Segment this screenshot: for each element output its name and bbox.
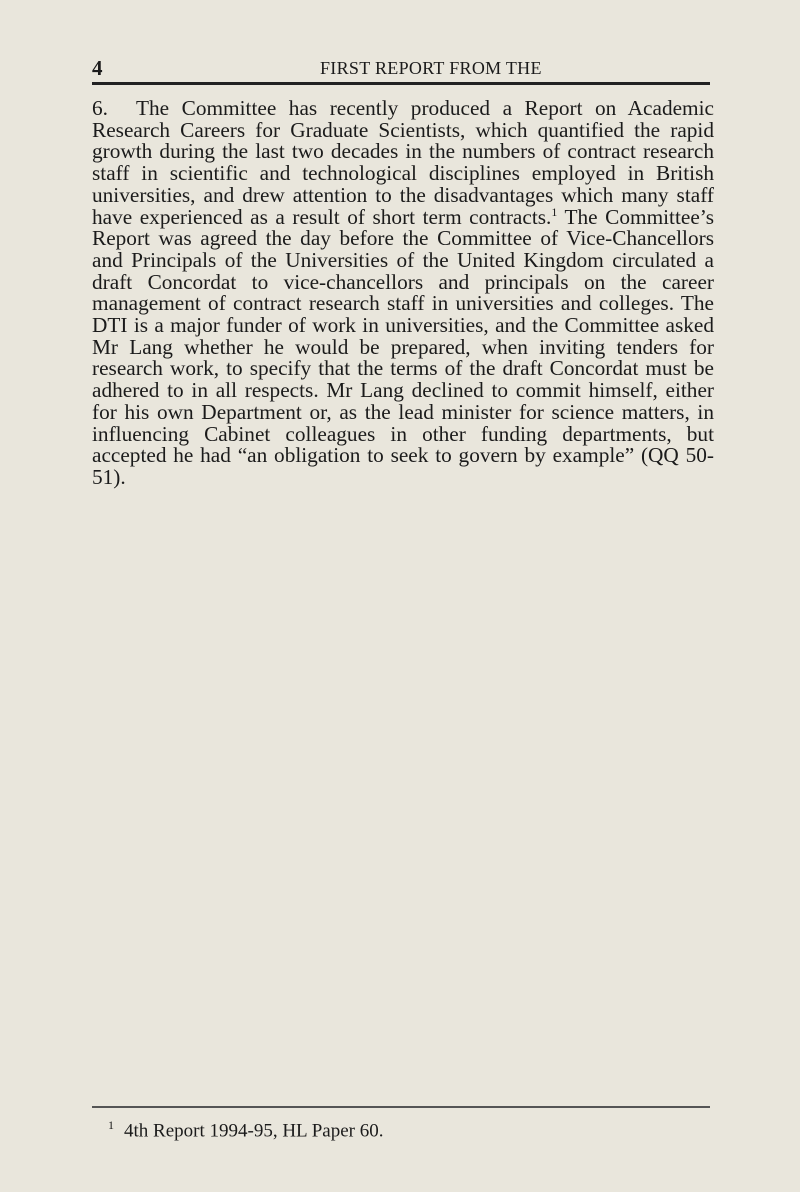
page-number: 4: [92, 56, 103, 80]
running-head: FIRST REPORT FROM THE: [320, 58, 542, 78]
footnote: [108, 1118, 383, 1142]
footnote-reference: 1: [551, 204, 558, 219]
header-rule: [92, 82, 710, 85]
footnote-marker: 1: [108, 1118, 114, 1132]
paragraph-text-part-1: The Committee has recently produced a Report on Academic Research Careers for Graduate Scientists, which quantified the rapid growth during the last two decades in the numbers of contract research staff in scientific and technological disciplines employed in British universities, and drew attention to the disadvantages which many staff have experienced as a result of short term contracts.: [92, 96, 714, 229]
footnote-text: 4th Report 1994-95, HL Paper 60.: [124, 1120, 384, 1142]
footnote-rule: [92, 1106, 710, 1108]
page-header: [92, 56, 712, 82]
paragraph-text-part-2: The Committee’s Report was agreed the day before the Committee of Vice-Chancellors and Principals of the Universities of the United Kingdom circulated a draft Concordat to vice-chancellors and principals on the career management of contract research staff in universities and colleges. The DTI is a major funder of work in universities, and the Committee asked Mr Lang whether he would be prepared, when inviting tenders for research work, to specify that the terms of the draft Concordat must be adhered to in all respects. Mr Lang declined to commit himself, either for his own Department or, as the lead minister for science matters, in influencing Cabinet colleagues in other funding departments, but accepted he had “an obligation to seek to govern by example” (QQ 50-51).: [92, 204, 715, 489]
paragraph-number: 6.: [92, 96, 108, 120]
paragraph-6: [92, 98, 714, 489]
